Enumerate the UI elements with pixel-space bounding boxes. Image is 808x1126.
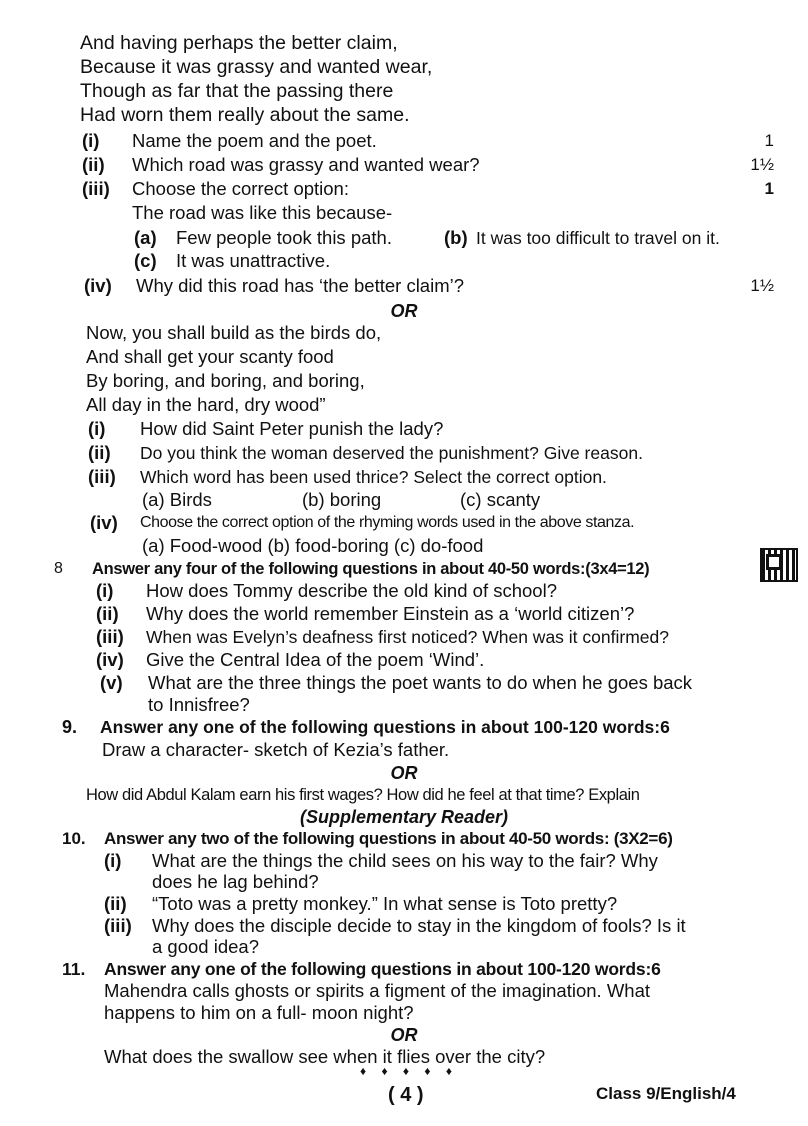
q10-iii-text: Why does the disciple decide to stay in the kingdom of fools? Is it [152,915,686,936]
q11-alt-text: What does the swallow see when it flies over the city? [104,1046,546,1067]
q7b-ii-text: Do you think the woman deserved the punishment? Give reason. [140,443,643,463]
or-divider-3: OR [390,1025,418,1045]
q10-i-text: What are the things the child sees on his way to the fair? Why [152,850,658,871]
q10-iii-continuation: a good idea? [152,936,259,957]
q8-i-label: (i) [96,580,114,601]
q7a-ii-label: (ii) [82,154,105,175]
q9-alt-text: How did Abdul Kalam earn his first wages? How did he feel at that time? Explain [86,786,640,804]
q8-ii-label: (ii) [96,603,119,624]
q10-heading: Answer any two of the following questions in about 40-50 words: (3X2=6) [104,829,673,848]
q9-heading: Answer any one of the following questions in about 100-120 words:6 [100,717,670,737]
q7a-ii-mark: 1½ [750,155,774,174]
q7a-iii-text: Choose the correct option: [132,178,349,199]
q8-iii-text: When was Evelyn’s deafness first noticed? When was it confirmed? [146,627,669,647]
stanza2-line-1: Now, you shall build as the birds do, [86,322,382,343]
q7a-iv-text: Why did this road has ‘the better claim’? [136,275,465,296]
q7b-iii-opt-b: (b) boring [302,489,382,510]
q8-ii-text: Why does the world remember Einstein as a ‘world citizen’? [146,603,635,624]
q10-ii-label: (ii) [104,893,127,914]
stanza1-line-4: Had worn them really about the same. [80,104,410,126]
q7a-ii-text: Which road was grassy and wanted wear? [132,154,480,175]
q7a-iii-a-label: (a) [134,227,157,248]
page-number: ( 4 ) [388,1084,424,1106]
q7b-i-label: (i) [88,418,106,439]
stanza2-line-3: By boring, and boring, and boring, [86,370,365,391]
q7a-i-text: Name the poem and the poet. [132,130,377,151]
class-footer: Class 9/English/4 [596,1084,736,1103]
qr-code-icon [760,548,798,582]
q7b-iii-opt-a: (a) Birds [142,489,212,510]
q7a-i-mark: 1 [764,131,774,150]
q7b-iii-opt-c: (c) scanty [460,489,541,510]
stanza1-line-1: And having perhaps the better claim, [80,32,398,54]
q7a-iii-mark: 1 [764,179,774,198]
q9-number: 9. [62,717,78,737]
q7b-iii-text: Which word has been used thrice? Select the correct option. [140,467,607,487]
stanza2-line-2: And shall get your scanty food [86,346,334,367]
stanza1-line-2: Because it was grassy and wanted wear, [80,56,433,78]
q7a-iii-stem: The road was like this because- [132,202,393,223]
q8-iii-label: (iii) [96,626,124,647]
q10-ii-text: “Toto was a pretty monkey.” In what sense is Toto pretty? [152,893,618,914]
q8-heading: Answer any four of the following questions in about 40-50 words:(3x4=12) [92,560,650,578]
q7a-iv-label: (iv) [84,275,112,296]
or-divider-2: OR [390,763,418,783]
q8-iv-text: Give the Central Idea of the poem ‘Wind’. [146,649,485,670]
q7a-iii-a-text: Few people took this path. [176,227,392,248]
q7a-iii-b-text: It was too difficult to travel on it. [476,228,720,248]
q10-i-continuation: does he lag behind? [152,871,319,892]
or-divider-1: OR [390,301,418,321]
q11-text-line-1: Mahendra calls ghosts or spirits a figment of the imagination. What [104,980,651,1001]
q8-v-label: (v) [100,672,123,693]
q10-number: 10. [62,829,86,848]
q9-text: Draw a character- sketch of Kezia’s father. [102,739,450,760]
q7a-i-label: (i) [82,130,100,151]
q7b-iv-text: Choose the correct option of the rhyming words used in the above stanza. [140,514,635,531]
q7a-iii-c-label: (c) [134,250,157,271]
stanza2-line-4: All day in the hard, dry wood” [86,394,326,415]
q11-text-line-2: happens to him on a full- moon night? [104,1002,414,1023]
q7b-ii-label: (ii) [88,442,111,463]
q7a-iii-b-label: (b) [444,227,468,248]
q8-number: 8 [54,560,63,577]
stanza1-line-3: Though as far that the passing there [80,80,394,102]
q8-i-text: How does Tommy describe the old kind of school? [146,580,557,601]
q8-v-text: What are the three things the poet wants to do when he goes back [148,672,693,693]
q7b-i-text: How did Saint Peter punish the lady? [140,418,444,439]
q8-v-continuation: to Innisfree? [148,694,250,715]
q11-number: 11. [62,959,86,979]
decorative-diamonds: ♦ ♦ ♦ ♦ ♦ [360,1064,458,1078]
q7b-iii-label: (iii) [88,466,116,487]
q7b-iv-label: (iv) [90,512,118,533]
supplementary-reader-title: (Supplementary Reader) [299,807,509,827]
q7a-iii-label: (iii) [82,178,110,199]
q7a-iii-c-text: It was unattractive. [176,250,331,271]
q10-i-label: (i) [104,850,122,871]
q7a-iv-mark: 1½ [750,276,774,295]
q11-heading: Answer any one of the following questions in about 100-120 words:6 [104,959,661,979]
q10-iii-label: (iii) [104,915,132,936]
q7b-iv-options: (a) Food-wood (b) food-boring (c) do-food [142,535,484,556]
q8-iv-label: (iv) [96,649,124,670]
